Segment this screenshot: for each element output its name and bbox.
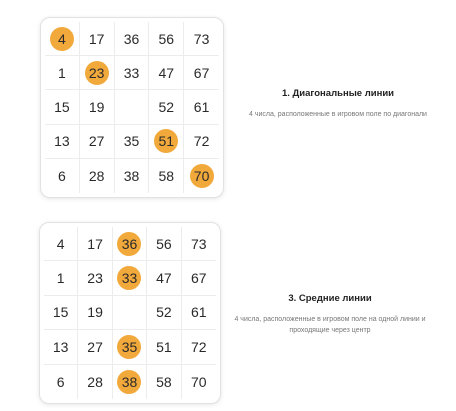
cell-number: 52 xyxy=(156,304,172,321)
marked-number: 38 xyxy=(117,370,141,394)
grid-cell xyxy=(182,261,216,295)
grid-cell xyxy=(45,56,80,90)
grid-cell xyxy=(44,296,78,330)
grid-cell xyxy=(147,261,181,295)
grid-cell xyxy=(149,56,184,90)
rule-description-diagonal xyxy=(240,88,436,120)
grid-cell xyxy=(78,365,112,399)
grid-cell xyxy=(115,159,150,193)
grid-cell xyxy=(113,261,147,295)
marked-number: 23 xyxy=(85,61,109,85)
cell-number: 73 xyxy=(191,235,207,252)
cell-number: 67 xyxy=(191,270,207,287)
cell-number: 52 xyxy=(158,98,175,115)
grid-cell xyxy=(149,22,184,56)
grid-cell xyxy=(44,330,78,364)
cell-number: 47 xyxy=(156,270,172,287)
free-cell xyxy=(115,90,150,124)
grid-cell xyxy=(184,125,219,159)
cell-number: 15 xyxy=(54,98,70,115)
cell-number: 35 xyxy=(123,133,140,150)
cell-number: 72 xyxy=(191,338,207,355)
cell-number: 56 xyxy=(156,235,172,252)
cell-number: 72 xyxy=(193,133,210,150)
cell-number: 19 xyxy=(88,98,105,115)
grid-cell xyxy=(184,22,219,56)
grid-cell xyxy=(147,330,181,364)
marked-number: 36 xyxy=(117,232,141,256)
cell-number: 17 xyxy=(87,235,103,252)
cell-number: 6 xyxy=(57,167,66,184)
bingo-grid xyxy=(44,227,216,399)
grid-cell xyxy=(149,90,184,124)
cell-number: 1 xyxy=(57,64,66,81)
bingo-grid xyxy=(45,22,219,193)
grid-cell xyxy=(44,227,78,261)
cell-number: 38 xyxy=(123,167,140,184)
grid-cell xyxy=(78,261,112,295)
grid-cell xyxy=(45,159,80,193)
grid-cell xyxy=(44,365,78,399)
cell-number: 61 xyxy=(193,98,210,115)
cell-number: 23 xyxy=(87,270,103,287)
grid-cell xyxy=(184,56,219,90)
cell-number xyxy=(117,300,141,324)
grid-cell xyxy=(113,227,147,261)
rule-title: 3. Средние линии xyxy=(288,293,372,304)
grid-cell xyxy=(78,227,112,261)
cell-number: 1 xyxy=(56,270,65,287)
cell-number: 4 xyxy=(56,235,65,252)
rule-description-middle xyxy=(232,293,428,336)
grid-cell xyxy=(184,159,219,193)
grid-cell xyxy=(80,22,115,56)
cell-number: 19 xyxy=(87,304,103,321)
grid-cell xyxy=(113,330,147,364)
rule-text: 4 числа, расположенные в игровом поле на одной линии и проходящие через центр xyxy=(234,316,426,334)
grid-cell xyxy=(182,365,216,399)
cell-number: 28 xyxy=(88,167,105,184)
grid-cell xyxy=(182,296,216,330)
grid-cell xyxy=(149,125,184,159)
grid-cell xyxy=(45,125,80,159)
cell-number: 73 xyxy=(193,30,210,47)
marked-number: 70 xyxy=(190,164,214,188)
cell-number: 13 xyxy=(54,133,70,150)
cell-number: 17 xyxy=(88,30,105,47)
cell-number: 58 xyxy=(156,373,172,390)
grid-cell xyxy=(115,22,150,56)
bingo-card-diagonal xyxy=(40,17,224,198)
grid-cell xyxy=(147,365,181,399)
grid-cell xyxy=(80,125,115,159)
cell-number: 6 xyxy=(56,373,65,390)
grid-cell xyxy=(80,90,115,124)
grid-cell xyxy=(44,261,78,295)
cell-number: 27 xyxy=(87,338,103,355)
cell-number: 58 xyxy=(158,167,175,184)
marked-number: 51 xyxy=(154,129,178,153)
grid-cell xyxy=(182,330,216,364)
marked-number: 35 xyxy=(117,335,141,359)
marked-number: 4 xyxy=(50,27,74,51)
bingo-card-middle xyxy=(39,222,221,404)
grid-cell xyxy=(78,330,112,364)
grid-cell xyxy=(80,159,115,193)
rule-text: 4 числа, расположенные в игровом поле по диагонали xyxy=(249,111,427,118)
marked-number: 33 xyxy=(117,266,141,290)
grid-cell xyxy=(115,56,150,90)
cell-number: 13 xyxy=(52,338,69,355)
cell-number: 70 xyxy=(191,373,207,390)
grid-cell xyxy=(147,296,181,330)
cell-number: 51 xyxy=(156,338,172,355)
grid-cell xyxy=(147,227,181,261)
cell-number: 61 xyxy=(191,304,207,321)
cell-number: 56 xyxy=(158,30,175,47)
grid-cell xyxy=(45,22,80,56)
cell-number: 27 xyxy=(88,133,105,150)
grid-cell xyxy=(182,227,216,261)
cell-number: 33 xyxy=(123,64,140,81)
grid-cell xyxy=(45,90,80,124)
cell-number: 28 xyxy=(87,373,103,390)
grid-cell xyxy=(80,56,115,90)
cell-number xyxy=(119,95,143,119)
free-cell xyxy=(113,296,147,330)
cell-number: 47 xyxy=(158,64,175,81)
rule-title: 1. Диагональные линии xyxy=(281,88,395,99)
grid-cell xyxy=(113,365,147,399)
grid-cell xyxy=(115,125,150,159)
grid-cell xyxy=(184,90,219,124)
grid-cell xyxy=(78,296,112,330)
cell-number: 15 xyxy=(52,304,69,321)
cell-number: 36 xyxy=(123,30,140,47)
grid-cell xyxy=(149,159,184,193)
cell-number: 67 xyxy=(193,64,210,81)
